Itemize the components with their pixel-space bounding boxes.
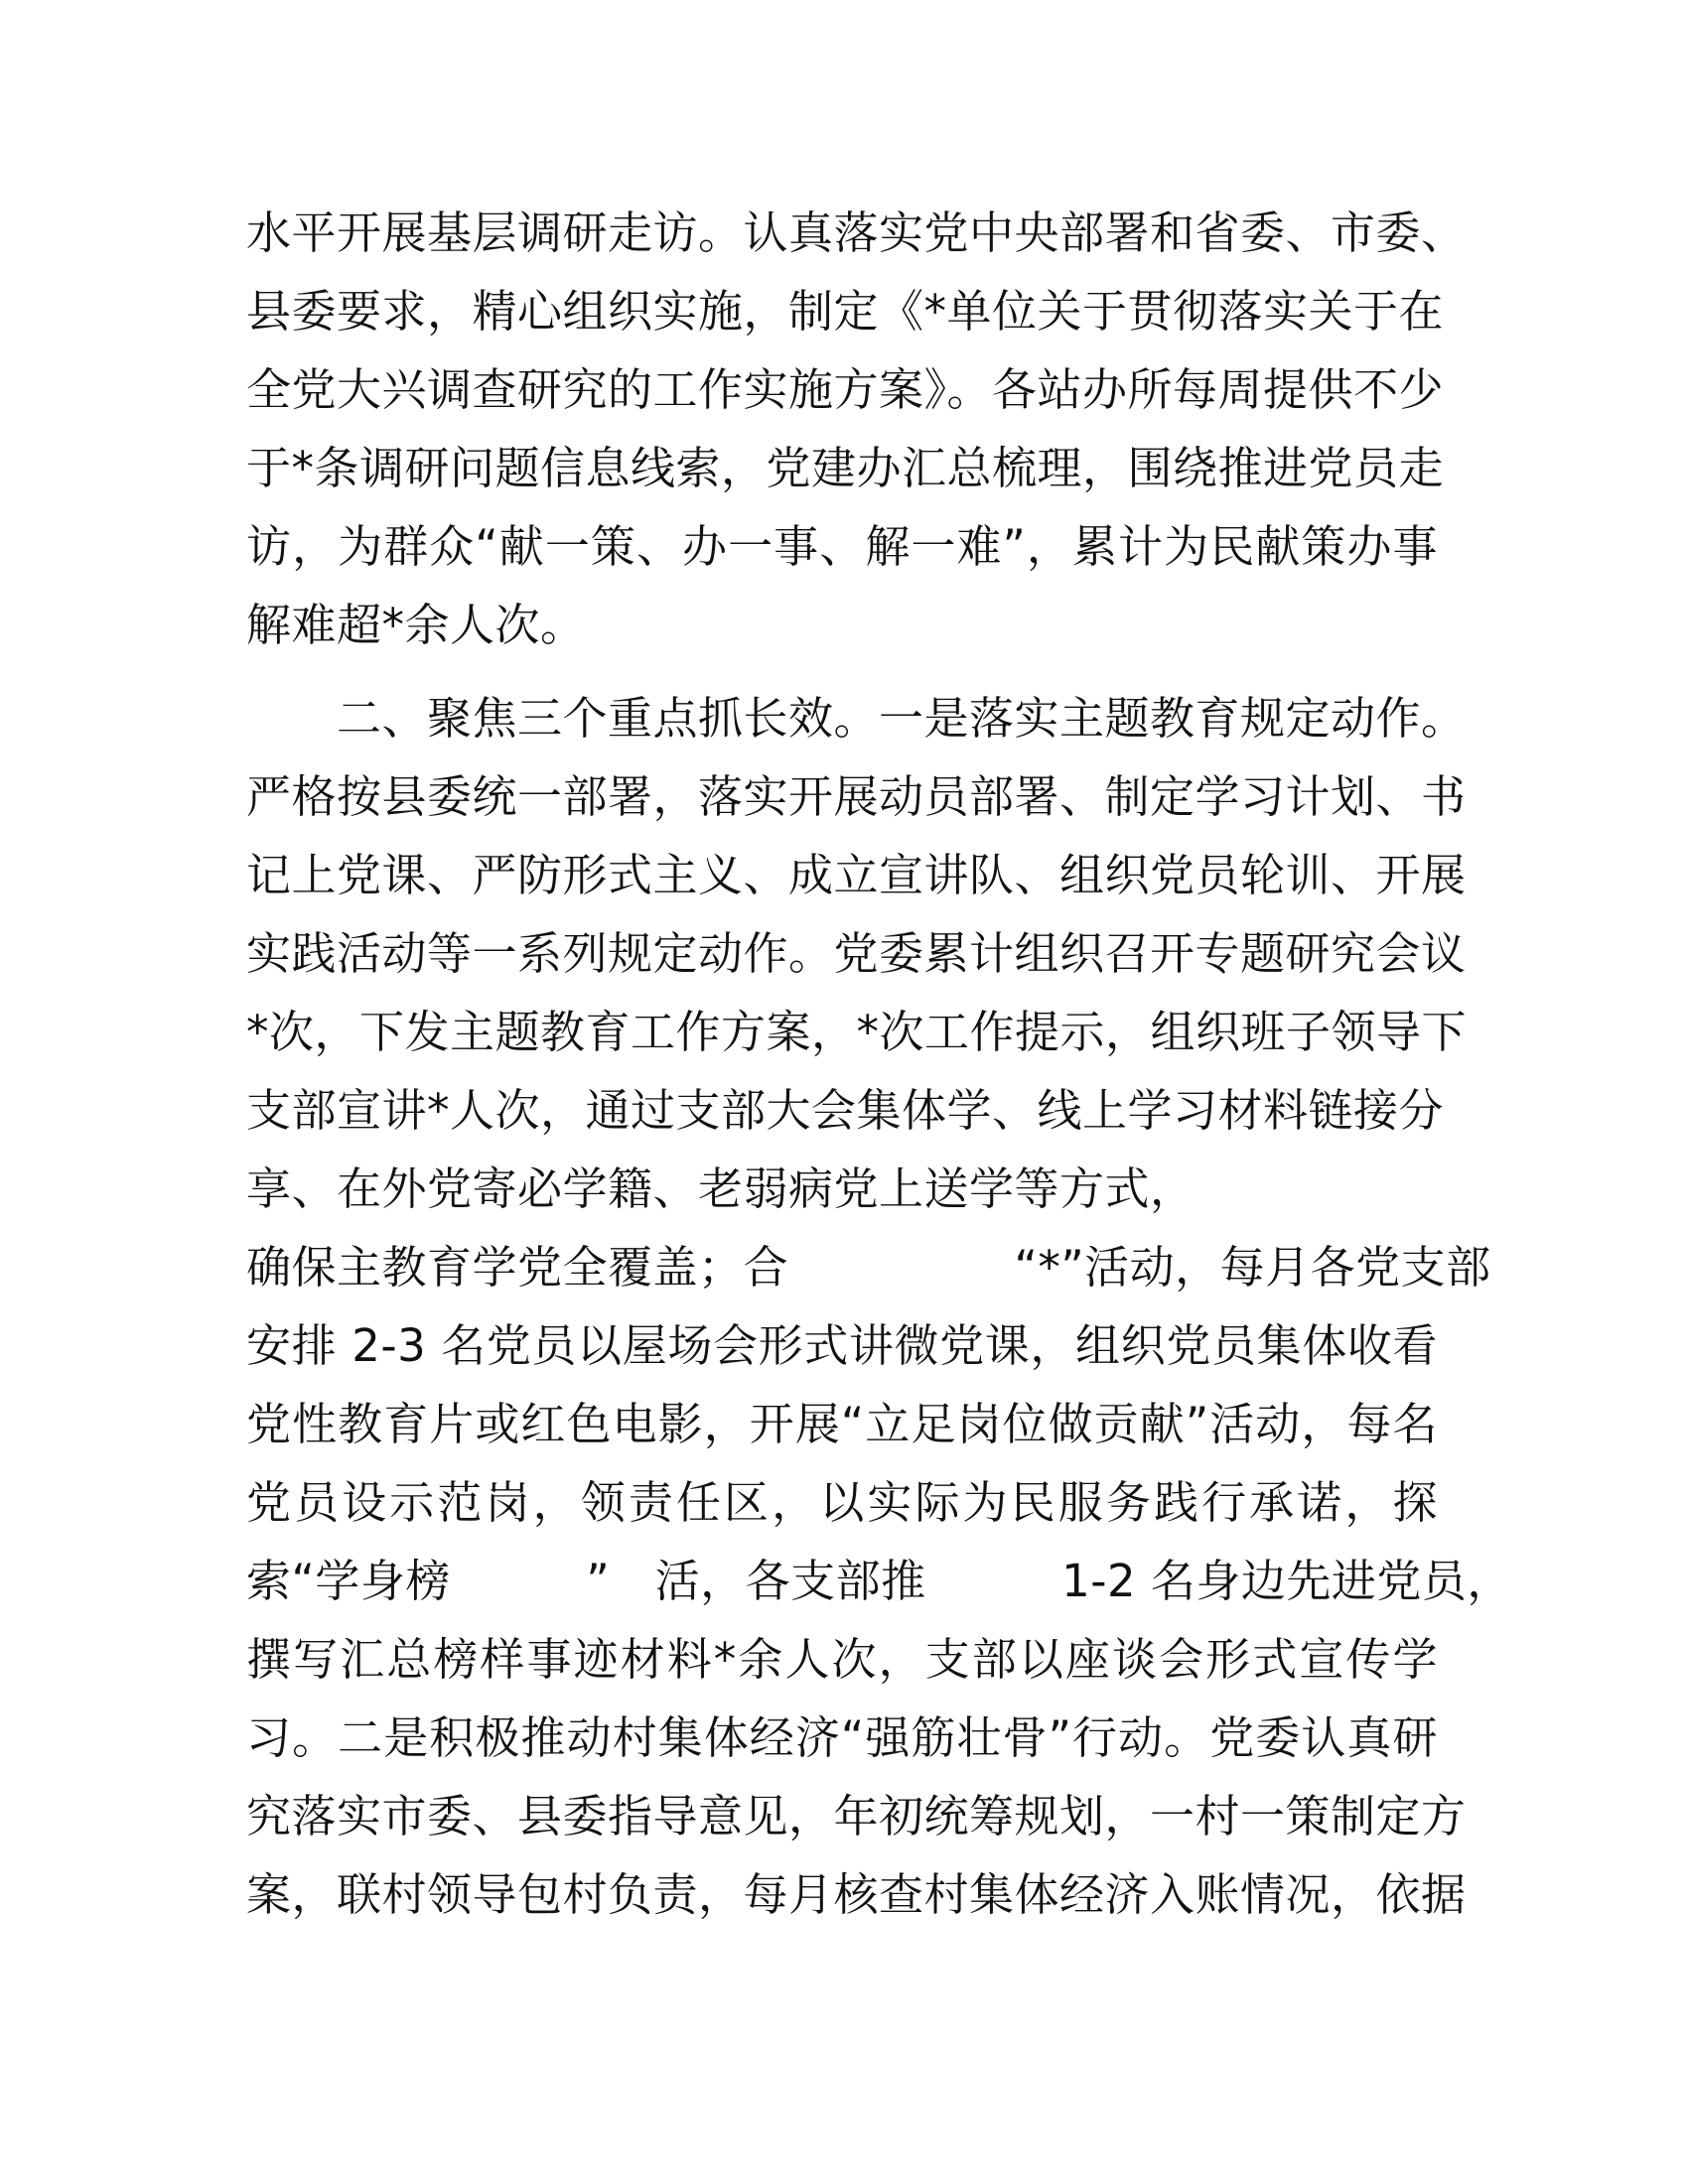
text-line: 解难超*余人次。 <box>246 599 586 651</box>
text-line: 访，为群众“献一策、办一事、解一难”，累计为民献策办事 <box>246 520 1438 573</box>
text-line: 索“学身榜 ” 活，各支部推 1-2 名身边先进党员， <box>246 1555 1512 1607</box>
text-line: 党员设示范岗，领责任区，以实际为民服务践行承诺，探 <box>246 1476 1438 1529</box>
text-line: 享、在外党寄必学籍、老弱病党上送学等方式， <box>246 1162 1196 1215</box>
text-line: 县委要求，精心组织实施，制定《*单位关于贯彻落实关于在 <box>246 285 1445 338</box>
text-line: 习。二是积极推动村集体经济“强筋壮骨”行动。党委认真研 <box>246 1711 1438 1764</box>
text-line: 记上党课、严防形式主义、成立宣讲队、组织党员轮训、开展 <box>246 849 1467 901</box>
text-line: 二、聚焦三个重点抓长效。一是落实主题教育规定动作。 <box>246 692 1467 745</box>
text-line: 全党大兴调查研究的工作实施方案》。各站办所每周提供不少 <box>246 363 1445 416</box>
text-line: 确保主教育学党全覆盖；合 “*”活动，每月各党支部 <box>246 1241 1491 1294</box>
text-line: 于*条调研问题信息线索，党建办汇总梳理，围绕推进党员走 <box>246 442 1445 494</box>
text-line: 水平开展基层调研走访。认真落实党中央部署和省委、市委、 <box>246 206 1467 259</box>
text-line: 安排 2-3 名党员以屋场会形式讲微党课，组织党员集体收看 <box>246 1319 1438 1372</box>
text-line: *次，下发主题教育工作方案，*次工作提示，组织班子领导下 <box>246 1006 1468 1058</box>
text-line: 严格按县委统一部署，落实开展动员部署、制定学习计划、书 <box>246 770 1467 823</box>
text-line: 实践活动等一系列规定动作。党委累计组织召开专题研究会议 <box>246 927 1467 980</box>
text-line: 支部宣讲*人次，通过支部大会集体学、线上学习材料链接分 <box>246 1084 1445 1137</box>
text-line: 党性教育片或红色电影，开展“立足岗位做贡献”活动，每名 <box>246 1398 1438 1450</box>
text-line: 案，联村领导包村负责，每月核查村集体经济入账情况，依据 <box>246 1868 1467 1921</box>
text-line: 撰写汇总榜样事迹材料*余人次，支部以座谈会形式宣传学 <box>246 1633 1438 1686</box>
text-line: 究落实市委、县委指导意见，年初统筹规划，一村一策制定方 <box>246 1790 1467 1843</box>
